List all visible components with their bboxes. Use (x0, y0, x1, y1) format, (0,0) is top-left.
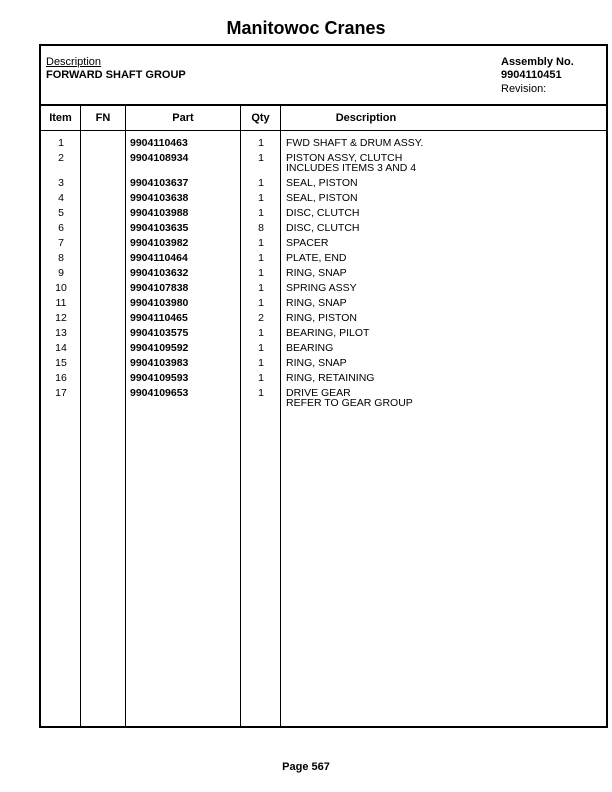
table-row (41, 238, 606, 253)
item-cell: 2 (58, 152, 64, 164)
assembly-header (41, 46, 606, 106)
table-row (41, 208, 606, 223)
description-line: SPACER (286, 237, 329, 249)
description-line: DISC, CLUTCH (286, 207, 360, 219)
quantity-cell: 2 (258, 312, 264, 324)
quantity-cell: 1 (258, 387, 264, 399)
description-cell (286, 328, 601, 338)
description-line: BEARING, PILOT (286, 327, 370, 339)
item-cell: 6 (58, 222, 64, 234)
description-line: RING, SNAP (286, 357, 347, 369)
revision-label: Revision: (501, 83, 547, 95)
part-number-cell: 9904103638 (130, 192, 189, 204)
quantity-cell: 1 (258, 137, 264, 149)
table-row (41, 388, 606, 413)
quantity-cell: 1 (258, 342, 264, 354)
table-row (41, 268, 606, 283)
quantity-cell: 1 (258, 357, 264, 369)
quantity-cell: 1 (258, 177, 264, 189)
item-cell: 11 (55, 297, 67, 309)
parts-table-body (41, 138, 606, 413)
description-cell (286, 373, 601, 383)
item-cell: 1 (58, 137, 64, 149)
item-cell: 13 (55, 327, 67, 339)
item-cell: 17 (55, 387, 67, 399)
part-number-cell: 9904103982 (130, 237, 189, 249)
description-line: INCLUDES ITEMS 3 AND 4 (286, 162, 417, 174)
column-header-fn: FN (95, 112, 111, 124)
page-title: Manitowoc Cranes (226, 18, 386, 38)
description-cell (286, 178, 601, 188)
table-row (41, 138, 606, 153)
item-cell: 5 (58, 207, 64, 219)
part-number-cell: 9904110465 (130, 312, 188, 324)
column-header-description: Description (335, 112, 397, 124)
description-cell (286, 223, 601, 233)
description-line: RING, SNAP (286, 297, 347, 309)
column-header-qty: Qty (251, 112, 270, 124)
part-number-cell: 9904103980 (130, 297, 189, 309)
description-line: DISC, CLUTCH (286, 222, 360, 234)
table-row (41, 298, 606, 313)
table-row (41, 283, 606, 298)
quantity-cell: 1 (258, 267, 264, 279)
quantity-cell: 1 (258, 252, 264, 264)
description-line: SEAL, PISTON (286, 177, 358, 189)
quantity-cell: 8 (258, 222, 264, 234)
description-cell (286, 343, 601, 353)
part-number-cell: 9904103988 (130, 207, 189, 219)
item-cell: 15 (55, 357, 67, 369)
quantity-cell: 1 (258, 192, 264, 204)
part-number-cell: 9904103635 (130, 222, 189, 234)
item-cell: 4 (58, 192, 64, 204)
description-cell (286, 138, 601, 148)
item-cell: 7 (58, 237, 64, 249)
part-number-cell: 9904107838 (130, 282, 189, 294)
description-line: DRIVE GEAR (286, 387, 351, 399)
item-cell: 9 (58, 267, 64, 279)
description-cell (286, 153, 601, 173)
assembly-number-value: 9904110451 (501, 69, 562, 81)
description-line: BEARING (286, 342, 334, 354)
description-label: Description (46, 56, 102, 68)
table-row (41, 328, 606, 343)
part-number-cell: 9904109593 (130, 372, 189, 384)
quantity-cell: 1 (258, 207, 264, 219)
description-value: FORWARD SHAFT GROUP (46, 69, 186, 81)
description-line: RING, SNAP (286, 267, 347, 279)
part-number-cell: 9904109592 (130, 342, 189, 354)
part-number-cell: 9904110463 (130, 137, 188, 149)
part-number-cell: 9904103637 (130, 177, 189, 189)
item-cell: 14 (55, 342, 67, 354)
table-row (41, 343, 606, 358)
description-cell (286, 313, 601, 323)
quantity-cell: 1 (258, 237, 264, 249)
assembly-number-label: Assembly No. (501, 56, 574, 68)
column-header-item: Item (49, 112, 72, 124)
item-cell: 16 (55, 372, 67, 384)
item-cell: 3 (58, 177, 64, 189)
quantity-cell: 1 (258, 297, 264, 309)
description-line: REFER TO GEAR GROUP (286, 397, 413, 409)
table-row (41, 253, 606, 268)
description-line: SPRING ASSY (286, 282, 357, 294)
quantity-cell: 1 (258, 152, 264, 164)
part-number-cell: 9904109653 (130, 387, 189, 399)
description-cell (286, 208, 601, 218)
table-row (41, 193, 606, 208)
item-cell: 8 (58, 252, 64, 264)
quantity-cell: 1 (258, 282, 264, 294)
description-cell (286, 283, 601, 293)
table-row (41, 373, 606, 388)
parts-list-frame (39, 44, 608, 728)
quantity-cell: 1 (258, 327, 264, 339)
description-line: RING, PISTON (286, 312, 357, 324)
description-line: PISTON ASSY, CLUTCH (286, 152, 403, 164)
part-number-cell: 9904103983 (130, 357, 189, 369)
column-header-part: Part (172, 112, 194, 124)
description-cell (286, 388, 601, 408)
table-row (41, 178, 606, 193)
description-cell (286, 358, 601, 368)
description-line: FWD SHAFT & DRUM ASSY. (286, 137, 424, 149)
description-cell (286, 298, 601, 308)
description-cell (286, 238, 601, 248)
quantity-cell: 1 (258, 372, 264, 384)
page-number: Page 567 (282, 761, 330, 773)
description-line: SEAL, PISTON (286, 192, 358, 204)
description-line: PLATE, END (286, 252, 347, 264)
table-row (41, 313, 606, 328)
table-row (41, 358, 606, 373)
table-row (41, 223, 606, 238)
item-cell: 10 (55, 282, 67, 294)
description-line: RING, RETAINING (286, 372, 375, 384)
description-cell (286, 268, 601, 278)
part-number-cell: 9904110464 (130, 252, 188, 264)
item-cell: 12 (55, 312, 67, 324)
table-row (41, 153, 606, 178)
part-number-cell: 9904103575 (130, 327, 189, 339)
part-number-cell: 9904103632 (130, 267, 189, 279)
description-cell (286, 193, 601, 203)
description-cell (286, 253, 601, 263)
part-number-cell: 9904108934 (130, 152, 189, 164)
